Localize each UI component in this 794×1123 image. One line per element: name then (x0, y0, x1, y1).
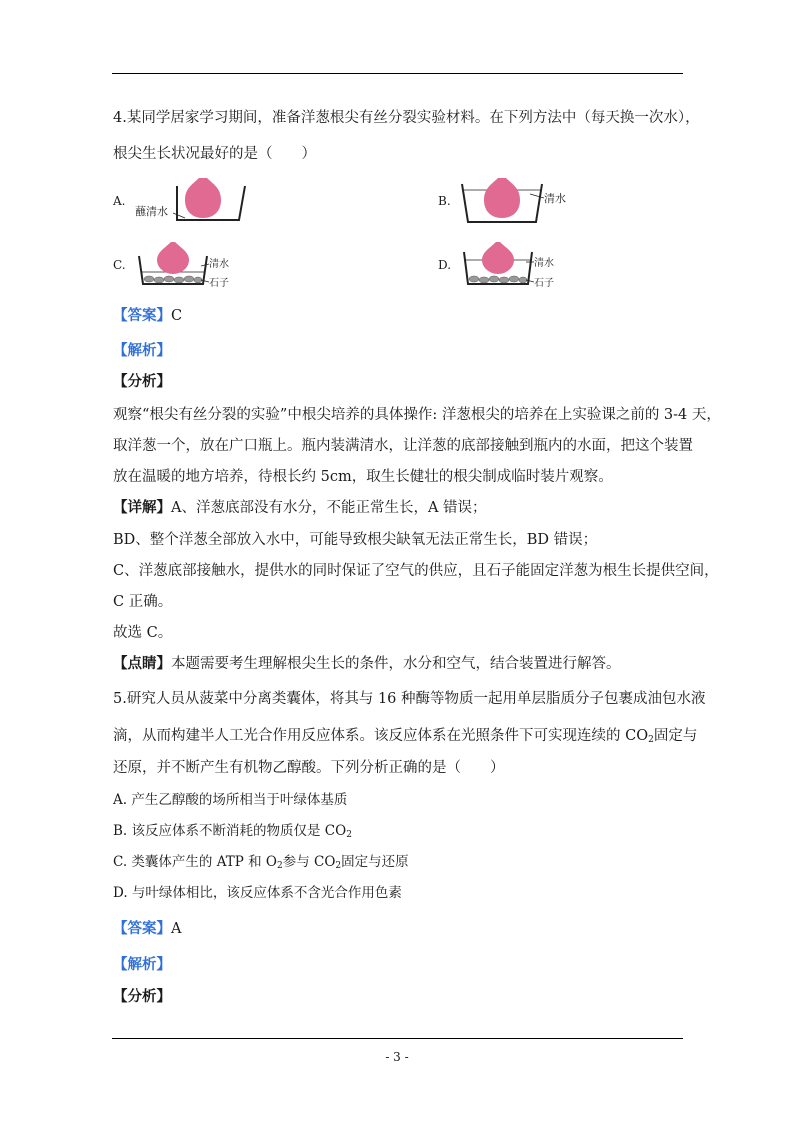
detail-text: A、洋葱底部没有水分，不能正常生长，A 错误； (171, 500, 487, 516)
answer-value: A (171, 921, 182, 937)
q4-detail-line5: 故选 C。 (113, 625, 173, 641)
option-c-fig-text1: 清水 (209, 259, 229, 270)
q4-stem-line2: 根尖生长状况最好的是（ ） (113, 146, 316, 162)
subscript: 2 (276, 861, 283, 871)
answer-tag: 【答案】 (113, 307, 171, 324)
q5-stem-text: 固定与 (653, 728, 698, 744)
onion-icon (482, 242, 514, 274)
q5-fenxi-tag: 【分析】 (113, 988, 171, 1005)
option-d-figure (460, 236, 580, 291)
answer-value: C (171, 308, 183, 324)
q4-detail-line2: BD、整个洋葱全部放入水中，可能导致根尖缺氧无法正常生长，BD 错误； (113, 532, 598, 548)
dianjing-text: 本题需要考生理解根尖生长的条件，水分和空气，结合装置进行解答。 (171, 656, 621, 672)
q5-option-b (113, 821, 352, 841)
option-b-fig-text: 清水 (544, 192, 566, 205)
option-a-fig-text: 蘸清水 (135, 205, 168, 218)
option-text: 固定与还原 (341, 854, 409, 870)
subscript: 2 (648, 735, 654, 745)
q5-stem-line2 (113, 726, 697, 746)
option-text: C. 类囊体产生的 ATP 和 O (113, 854, 277, 870)
q4-analysis-tag (113, 341, 171, 361)
dianjing-tag: 【点睛】 (113, 655, 171, 672)
analysis-tag: 【解析】 (113, 342, 171, 359)
option-a-figure (135, 170, 250, 225)
option-b-figure (460, 172, 580, 227)
analysis-tag: 【解析】 (113, 956, 171, 973)
header-rule (112, 73, 683, 74)
subscript: 2 (346, 830, 352, 840)
option-d-label: D. (438, 258, 452, 272)
q5-option-d: D. 与叶绿体相比，该反应体系不含光合作用色素 (113, 885, 402, 901)
q5-option-c (113, 852, 409, 872)
footer-rule (112, 1038, 683, 1039)
q4-stem-line1: 4.某同学居家学习期间，准备洋葱根尖有丝分裂实验材料。在下列方法中（每天换一次水）， (113, 110, 700, 126)
q4-detail-line3: C、洋葱底部接触水，提供水的同时保证了空气的供应，且石子能固定洋葱为根生长提供空间， (113, 563, 719, 579)
q5-stem-line1: 5.研究人员从菠菜中分离类囊体，将其与 16 种酶等物质一起用单层脂质分子包裹成油包水液 (113, 691, 706, 707)
page-number: - 3 - (385, 1050, 409, 1064)
q5-analysis-tag (113, 955, 171, 975)
option-text: B. 该反应体系不断消耗的物质仅是 CO (113, 823, 347, 839)
option-c-fig-text2: 石子 (209, 278, 229, 289)
detail-tag: 【详解】 (113, 499, 171, 516)
q4-fenxi-tag: 【分析】 (113, 373, 171, 390)
q5-stem-line3: 还原，并不断产生有机物乙醇酸。下列分析正确的是（ ） (113, 760, 505, 776)
onion-icon (484, 178, 520, 218)
option-a-label: A. (113, 194, 126, 208)
option-d-fig-text1: 清水 (534, 258, 554, 269)
option-c-figure (135, 236, 250, 291)
q5-option-a: A. 产生乙醇酸的场所相当于叶绿体基质 (113, 792, 348, 808)
onion-icon (157, 242, 189, 274)
onion-icon (185, 178, 221, 218)
q4-detail-line1 (113, 498, 487, 518)
q4-fenxi-line1: 观察“根尖有丝分裂的实验”中根尖培养的具体操作: 洋葱根尖的培养在上实验课之前的 3-4 天， (113, 407, 721, 423)
q4-answer (113, 306, 182, 326)
option-c-label: C. (113, 258, 126, 272)
option-text: 参与 CO (282, 854, 336, 870)
q5-answer (113, 919, 181, 939)
q4-dianjing (113, 654, 621, 674)
q5-stem-text: 滴，从而构建半人工光合作用反应体系。该反应体系在光照条件下可实现连续的 CO (113, 728, 649, 744)
q4-fenxi-line3: 放在温暖的地方培养，待根长约 5cm，取生长健壮的根尖制成临时装片观察。 (113, 469, 613, 485)
subscript: 2 (335, 861, 342, 871)
q4-detail-line4: C 正确。 (113, 594, 173, 610)
q4-fenxi-line2: 取洋葱一个，放在广口瓶上。瓶内装满清水，让洋葱的底部接触到瓶内的水面，把这个装置 (113, 438, 693, 454)
option-b-label: B. (438, 194, 451, 208)
option-d-fig-text2: 石子 (534, 278, 554, 289)
answer-tag: 【答案】 (113, 920, 171, 937)
